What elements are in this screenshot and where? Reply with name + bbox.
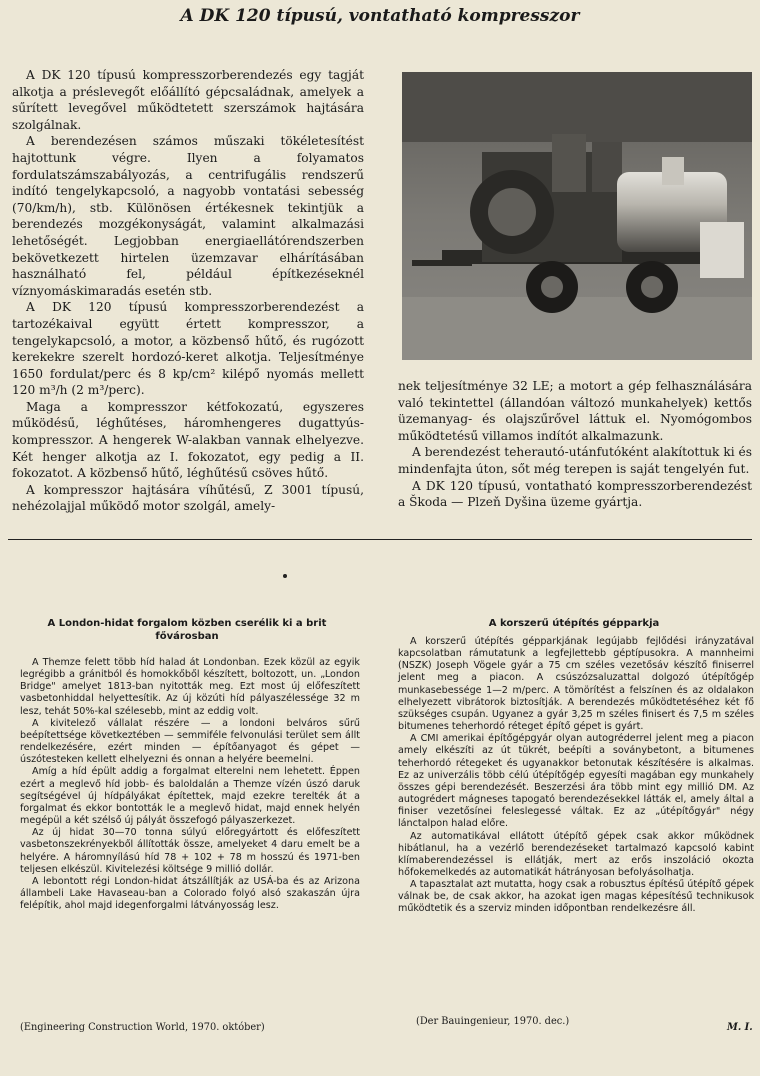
article-column-left xyxy=(12,67,364,515)
author-initials: M. I. xyxy=(727,1022,753,1033)
london-bridge-source: (Engineering Construction World, 1970. október) xyxy=(20,1022,265,1033)
paragraph: A DK 120 típusú, vontatható kompresszorberendezést a Škoda — Plzeň Dyšina üzeme gyártja. xyxy=(398,478,752,510)
paragraph: A kompresszor hajtására víhűtésű, Z 3001 típusú, nehézolajjal működő motor szolgál, amely- xyxy=(12,482,364,514)
paragraph: nek teljesítménye 32 LE; a motort a gép felhasználására való tekintettel (állandóan változó munkahelyek) kettős üzemanyag- és olajszűrővel láttuk el. Nyomógombos működtetésű villamos indítót alkalmazunk. xyxy=(398,379,752,443)
road-building-article xyxy=(398,636,754,916)
paragraph: A tapasztalat azt mutatta, hogy csak a robusztus építésű útépítő gépek válnak be, de csak akkor, ha azokat igen magas képesítésű technikusok működtetik és a szerviz minden időpontban rendelkezésre áll. xyxy=(398,879,754,915)
road-building-title: A korszerű útépítés gépparkja xyxy=(488,618,660,629)
road-building-source: (Der Bauingenieur, 1970. dec.) xyxy=(416,1016,570,1027)
paragraph: A berendezést teherautó-utánfutóként alakítottuk ki és mindenfajta úton, sőt még terepen is saját tengelyén fut. xyxy=(398,445,752,476)
paragraph: A Themze felett több híd halad át Londonban. Ezek közül az egyik legrégibb a gránitból és homokkőből készített, boltozott, un. „London Bridge" amelyet 1813-ban nyitották meg. Ezt most új előfeszített vasbetonhiddal helyettesítik. Az új közúti híd pályaszélessége 32 m lesz, tehát 50%-kal szélesebb, mint az eddig volt. xyxy=(20,657,360,717)
paragraph: Maga a kompresszor kétfokozatú, egyszeres működésű, léghűtéses, háromhengeres dugattyús-kompresszor. A hengerek W-alakban vannak elhelyezve. Két henger alkotja az I. fokozatot, egy pedig a II. fokozatot. A közbenső hűtő, léghűtésű csöves hűtő. xyxy=(12,399,364,481)
compressor-photo-drawing xyxy=(402,72,752,360)
compressor-photo xyxy=(402,72,752,360)
london-bridge-title: A London-hidat forgalom közben cserélik ki a brit fővárosban xyxy=(47,618,327,642)
paragraph: Az új hidat 30—70 tonna súlyú előregyártott és előfeszített vasbetonszekrényekből állították össze, amelyeket 4 daru emelt be a helyére. A háromnyílású híd 78 + 102 + 78 m hosszú és 1971-ben teljesen elkészül. Kivitelezési költsége 9 millió dollár. xyxy=(20,827,360,875)
ornament-dot xyxy=(283,574,287,578)
paragraph: A korszerű útépítés gépparkjának legújabb fejlődési irányzatával kapcsolatban rámutatunk a legfejlettebb géptípusokra. A mannheimi (NSZK) Joseph Vögele gyár a 75 cm széles vezetősáv készítő finiserrel jelent meg a piacon. A csúszózsaluzattal dolgozó útépítőgép munkasebessége 1—2 m/perc. A tömörítést a felszínen és az oldalakon elhelyezett vibrátorok biztosítják. A berendezés működtetéséhez két fő szükséges csupán. Ugyanez a gyár 3,25 m széles finisert és 7,5 m széles bitumenes teherhordó réteget építő gépet is gyárt. xyxy=(398,636,754,733)
paragraph: A DK 120 típusú kompresszorberendezést a tartozékaival együtt értett kompresszor, a tengelykapcsoló, a motor, a közbenső hűtő, és rugózott kerekekre szerelt hordozó-keret alkotja. Teljesítménye 1650 fordulat/perc és 8 kp/cm² kilépő nyomás mellett 120 m³/h (2 m³/perc). xyxy=(12,300,364,398)
paragraph: Az automatikával ellátott útépítő gépek csak akkor működnek hibátlanul, ha a vezérlő berendezéseket tartalmazó kapcsoló kabint klímaberendezéssel is ellátják, mert az erős inszoláció okozta hőfokemelkedés az automatikát hátrányosan befolyásolhatja. xyxy=(398,830,754,878)
article-title: A DK 120 típusú, vontatható kompresszor xyxy=(180,6,580,26)
paragraph: A lebontott régi London-hidat átszállítják az USÁ-ba és az Arizona állambeli Lake Havaseau-ban a Colorado folyó alsó szakaszán újra felépítik, ahol majd idegenforgalmi látványosság lesz. xyxy=(20,875,360,912)
paragraph: A DK 120 típusú kompresszorberendezés egy tagját alkotja a préslevegőt előállító gépcsaládnak, amelyek a sűrített levegővel működtetett szerszámok hajtására szolgálnak. xyxy=(12,68,364,132)
section-divider xyxy=(8,539,752,540)
paragraph: A CMI amerikai építőgépgyár olyan autogréderrel jelent meg a piacon amely elkészíti az út tükrét, beépíti a soványbetont, a bitumenes teherhordó rétegeket és ugyanakkor betonutak készítésére is alkalmas. Ez az univerzális több célú útépítőgép egyesíti magában egy munkahely összes gépi berendezését. Beszerzési ára több mint egy millió DM. Az autogrédert mágneses tapogató berendezésekkel látták el, amely által a finiser vezetősínei feleslegessé váltak. Ez az „útépítőgyár" négy lánctalpon halad előre. xyxy=(398,733,754,830)
paragraph: Amíg a híd épült addig a forgalmat elterelni nem lehetett. Éppen ezért a meglevő híd jobb- és baloldalán a Themze vízén úszó daruk segítségével új hídpályákat építettek, majd ezekre terelték át a forgalmat és ekkor bontották le a meglevő hidat, majd ennek helyén megépül a két szélső új pályát összefogó pályaszerkezet. xyxy=(20,766,360,827)
london-bridge-article xyxy=(20,657,360,912)
paragraph: A kivitelező vállalat részére — a londoni belváros sűrű beépítettsége következtében — semmiféle felvonulási terület sem állt rendelkezésére, ezért minden — építőanyagot és gépet — úszótesteken kellett elhelyezni és onnan a helyére beemelni. xyxy=(20,717,360,766)
paragraph: A berendezésen számos műszaki tökéletesítést hajtottunk végre. Ilyen a folyamatos fordulatszámszabályozás, a centrifugális rendszerű indító tengelykapcsoló, a nagyobb vontatási sebesség (70/km/h), stb. Különösen értékesnek tekintjük a berendezés mozgékonyságát, valamint alkalmazási lehetőségét. Legjobban energiaellátórendszerben bekövetkezett hirtelen üzemzavar elhárításában használható fel, például építkezéseknél víznyomáskimaradás esetén stb. xyxy=(12,134,364,298)
article-column-right xyxy=(398,378,752,511)
